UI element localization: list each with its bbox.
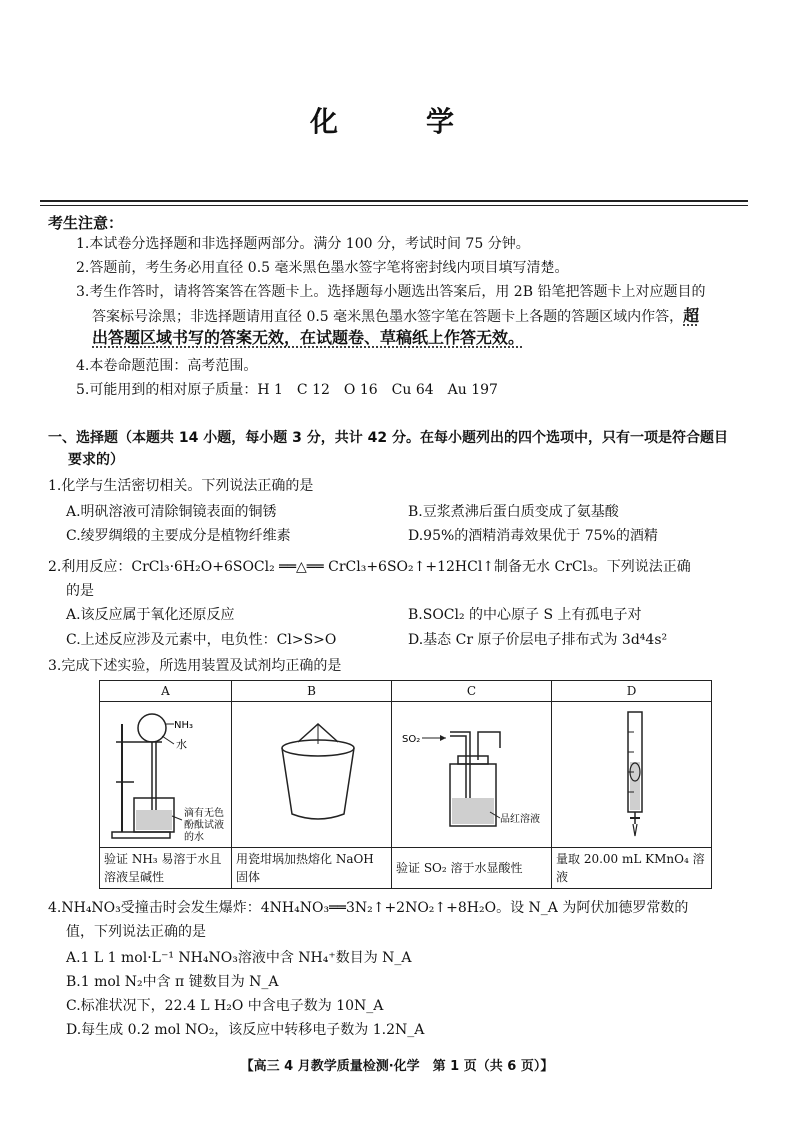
q3-stem: 3.完成下述实验，所选用装置及试剂均正确的是 (48, 658, 342, 674)
notice-heading: 考生注意： (48, 214, 124, 232)
q3-apparatus-b (232, 702, 392, 848)
q3-header-d: D (552, 681, 712, 702)
q3-caption-d: 量取 20.00 mL KMnO₄ 溶液 (552, 848, 712, 889)
label-magenta-solution: 品红溶液 (500, 814, 540, 825)
q2-option-b: B.SOCl₂ 的中心原子 S 上有孤电子对 (408, 607, 642, 623)
q2-option-a: A.该反应属于氧化还原反应 (66, 607, 235, 623)
header-rule-thick (40, 200, 748, 202)
q3-apparatus-c (392, 702, 552, 848)
notice-item-2: 2.答题前，考生务必用直径 0.5 毫米黑色墨水签字笔将密封线内项目填写清楚。 (76, 260, 569, 276)
fountain-apparatus-illustration (104, 702, 236, 844)
page-title: 化 学 (309, 105, 484, 138)
crucible-illustration (236, 702, 396, 844)
page-footer: 【高三 4 月教学质量检测·化学 第 1 页（共 6 页）】 (240, 1059, 554, 1074)
q1-option-c: C.绫罗绸缎的主要成分是植物纤维素 (66, 528, 291, 544)
q3-experiment-table (99, 680, 712, 889)
q4-option-c: C.标准状况下，22.4 L H₂O 中含电子数为 10N_A (66, 998, 384, 1014)
q1-option-a: A.明矾溶液可清除铜镜表面的铜锈 (66, 504, 277, 520)
label-phenolphthalein-1: 滴有无色 (184, 808, 224, 819)
q3-header-a: A (100, 681, 232, 702)
q1-stem: 1.化学与生活密切相关。下列说法正确的是 (48, 478, 314, 494)
q3-apparatus-d (552, 702, 712, 848)
notice-item-3b-bold: 超 (683, 306, 700, 325)
q2-stem-2: 的是 (66, 583, 94, 599)
label-so2: SO₂ (402, 734, 421, 745)
q4-stem: 4.NH₄NO₃受撞击时会发生爆炸：4NH₄NO₃══3N₂↑+2NO₂↑+8H₂O。设 N_A 为阿伏加德罗常数的 (48, 900, 689, 916)
q1-option-d: D.95%的酒精消毒效果优于 75%的酒精 (408, 528, 658, 544)
q4-option-b: B.1 mol N₂中含 π 键数目为 N_A (66, 974, 279, 990)
q3-caption-a: 验证 NH₃ 易溶于水且溶液呈碱性 (100, 848, 232, 889)
notice-item-4: 4.本卷命题范围：高考范围。 (76, 358, 258, 374)
q2-option-d: D.基态 Cr 原子价层电子排布式为 3d⁴4s² (408, 632, 668, 648)
q4-stem-2: 值，下列说法正确的是 (66, 924, 206, 940)
header-rule-thin (40, 205, 748, 206)
q3-caption-c: 验证 SO₂ 溶于水显酸性 (392, 848, 552, 889)
gas-washing-bottle-illustration (396, 702, 556, 844)
q3-caption-b: 用瓷坩埚加热熔化 NaOH 固体 (232, 848, 392, 889)
label-phenolphthalein-2: 酚酞试液 (184, 820, 224, 831)
notice-item-3b (92, 306, 699, 327)
notice-item-3c: 出答题区域书写的答案无效，在试题卷、草稿纸上作答无效。 (92, 328, 525, 347)
q3-header-b: B (232, 681, 392, 702)
notice-item-3a: 3.考生作答时，请将答案答在答题卡上。选择题每小题选出答案后，用 2B 铅笔把答题卡上对应题目的 (76, 284, 706, 300)
q4-option-d: D.每生成 0.2 mol NO₂，该反应中转移电子数为 1.2N_A (66, 1022, 425, 1038)
label-phenolphthalein-3: 的水 (184, 832, 204, 843)
q2-option-c: C.上述反应涉及元素中，电负性：Cl>S>O (66, 632, 337, 648)
notice-item-3b-text: 答案标号涂黑；非选择题请用直径 0.5 毫米黑色墨水签字笔在答题卡上各题的答题区域内作答， (92, 309, 684, 325)
label-water: 水 (176, 738, 187, 751)
notice-item-5: 5.可能用到的相对原子质量：H 1 C 12 O 16 Cu 64 Au 197 (76, 382, 498, 398)
q3-header-c: C (392, 681, 552, 702)
section-1-line2: 要求的） (68, 452, 124, 468)
notice-item-1: 1.本试卷分选择题和非选择题两部分。满分 100 分，考试时间 75 分钟。 (76, 236, 530, 252)
q4-option-a: A.1 L 1 mol·L⁻¹ NH₄NO₃溶液中含 NH₄⁺数目为 N_A (66, 950, 412, 966)
section-1-line1: 一、选择题（本题共 14 小题，每小题 3 分，共计 42 分。在每小题列出的四个选项中，只有一项是符合题目 (48, 430, 728, 446)
label-nh3: NH₃ (174, 720, 194, 731)
q2-stem: 2.利用反应：CrCl₃·6H₂O+6SOCl₂ ══△══ CrCl₃+6SO₂↑+12HCl↑制备无水 CrCl₃。下列说法正确 (48, 559, 691, 575)
q3-apparatus-a (100, 702, 232, 848)
burette-illustration (556, 702, 716, 844)
q1-option-b: B.豆浆煮沸后蛋白质变成了氨基酸 (408, 504, 619, 520)
